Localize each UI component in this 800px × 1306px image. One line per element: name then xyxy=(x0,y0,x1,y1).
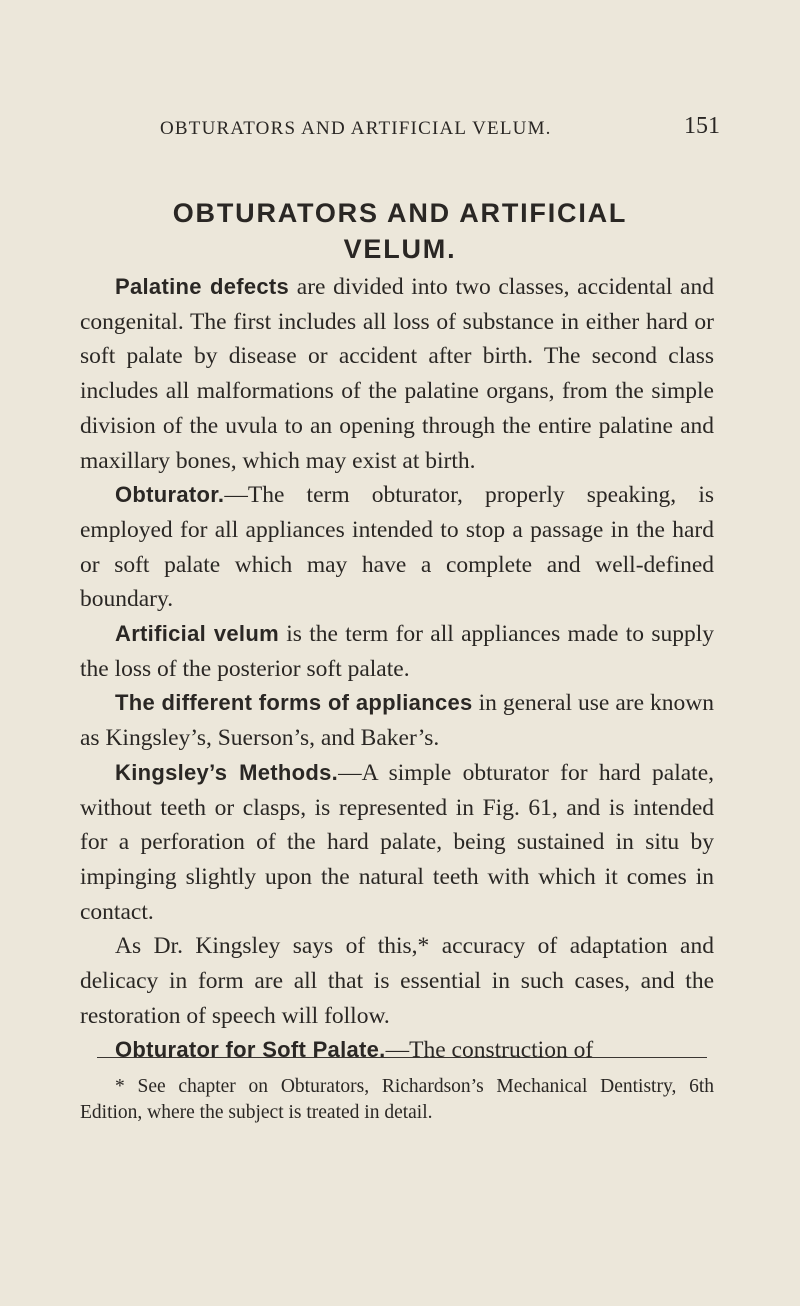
footnote-divider xyxy=(97,1057,707,1058)
paragraph-text: —The term obturator, properly speaking, is employed for all appliances intended to stop a passage in the hard or soft palate which may have a complete and well-defined boundary. xyxy=(80,482,714,613)
body-text xyxy=(80,270,714,1068)
paragraph-lead: Obturator. xyxy=(115,482,225,508)
paragraph-different-forms xyxy=(80,686,714,755)
chapter-title-line-1: OBTURATORS AND ARTIFICIAL xyxy=(172,198,628,228)
paragraph-text: are divided into two classes, accidental and congenital. The first includes all loss of substance in either hard or soft palate by disease or accident after birth. The second class includes all malformations of the palatine organs, from the simple division of the uvula to an opening through the entire palatine and maxillary bones, which may exist at birth. xyxy=(80,274,714,474)
paragraph-dr-kingsley-says xyxy=(80,929,714,1033)
chapter-title-line-2: VELUM. xyxy=(343,234,457,264)
paragraph-palatine-defects xyxy=(80,270,714,478)
paragraph-text: in general use are known as Kingsley’s, Suerson’s, and Baker’s. xyxy=(80,690,714,752)
chapter-title xyxy=(80,195,720,267)
paragraph-kingsleys-methods xyxy=(80,756,714,930)
paragraph-text: —The construction of xyxy=(385,1037,594,1064)
paragraph-lead: Palatine defects xyxy=(115,274,290,299)
paragraph-text: is the term for all appliances made to supply the loss of the posterior soft palate. xyxy=(80,621,714,682)
paragraph-lead: Kingsley’s Methods. xyxy=(115,759,339,785)
paragraph-artificial-velum xyxy=(80,617,714,686)
paragraph-lead: Obturator for Soft Palate. xyxy=(115,1037,386,1063)
paragraph-lead: The different forms of appliances xyxy=(115,690,473,716)
paragraph-obturator-soft-palate xyxy=(80,1033,714,1068)
paragraph-obturator xyxy=(80,478,714,617)
running-title: OBTURATORS AND ARTIFICIAL VELUM. xyxy=(160,118,552,139)
page-number: 151 xyxy=(684,113,720,139)
footnote xyxy=(80,1074,714,1126)
footnote-text: * See chapter on Obturators, Richardson’s Mechanical Dentistry, 6th Edition, where the subject is treated in detail. xyxy=(80,1076,714,1123)
paragraph-lead: Artificial velum xyxy=(115,621,279,647)
paragraph-text: As Dr. Kingsley says of this,* accuracy of adaptation and delicacy in form are all that is essential in such cases, and the restoration of speech will follow. xyxy=(80,933,714,1029)
running-header xyxy=(160,113,720,142)
paragraph-text: —A simple obturator for hard palate, without teeth or clasps, is represented in Fig. 61, and is intended for a perforation of the hard palate, being sustained in situ by impinging slightly upon the natural teeth with which it comes in contact. xyxy=(80,759,714,925)
